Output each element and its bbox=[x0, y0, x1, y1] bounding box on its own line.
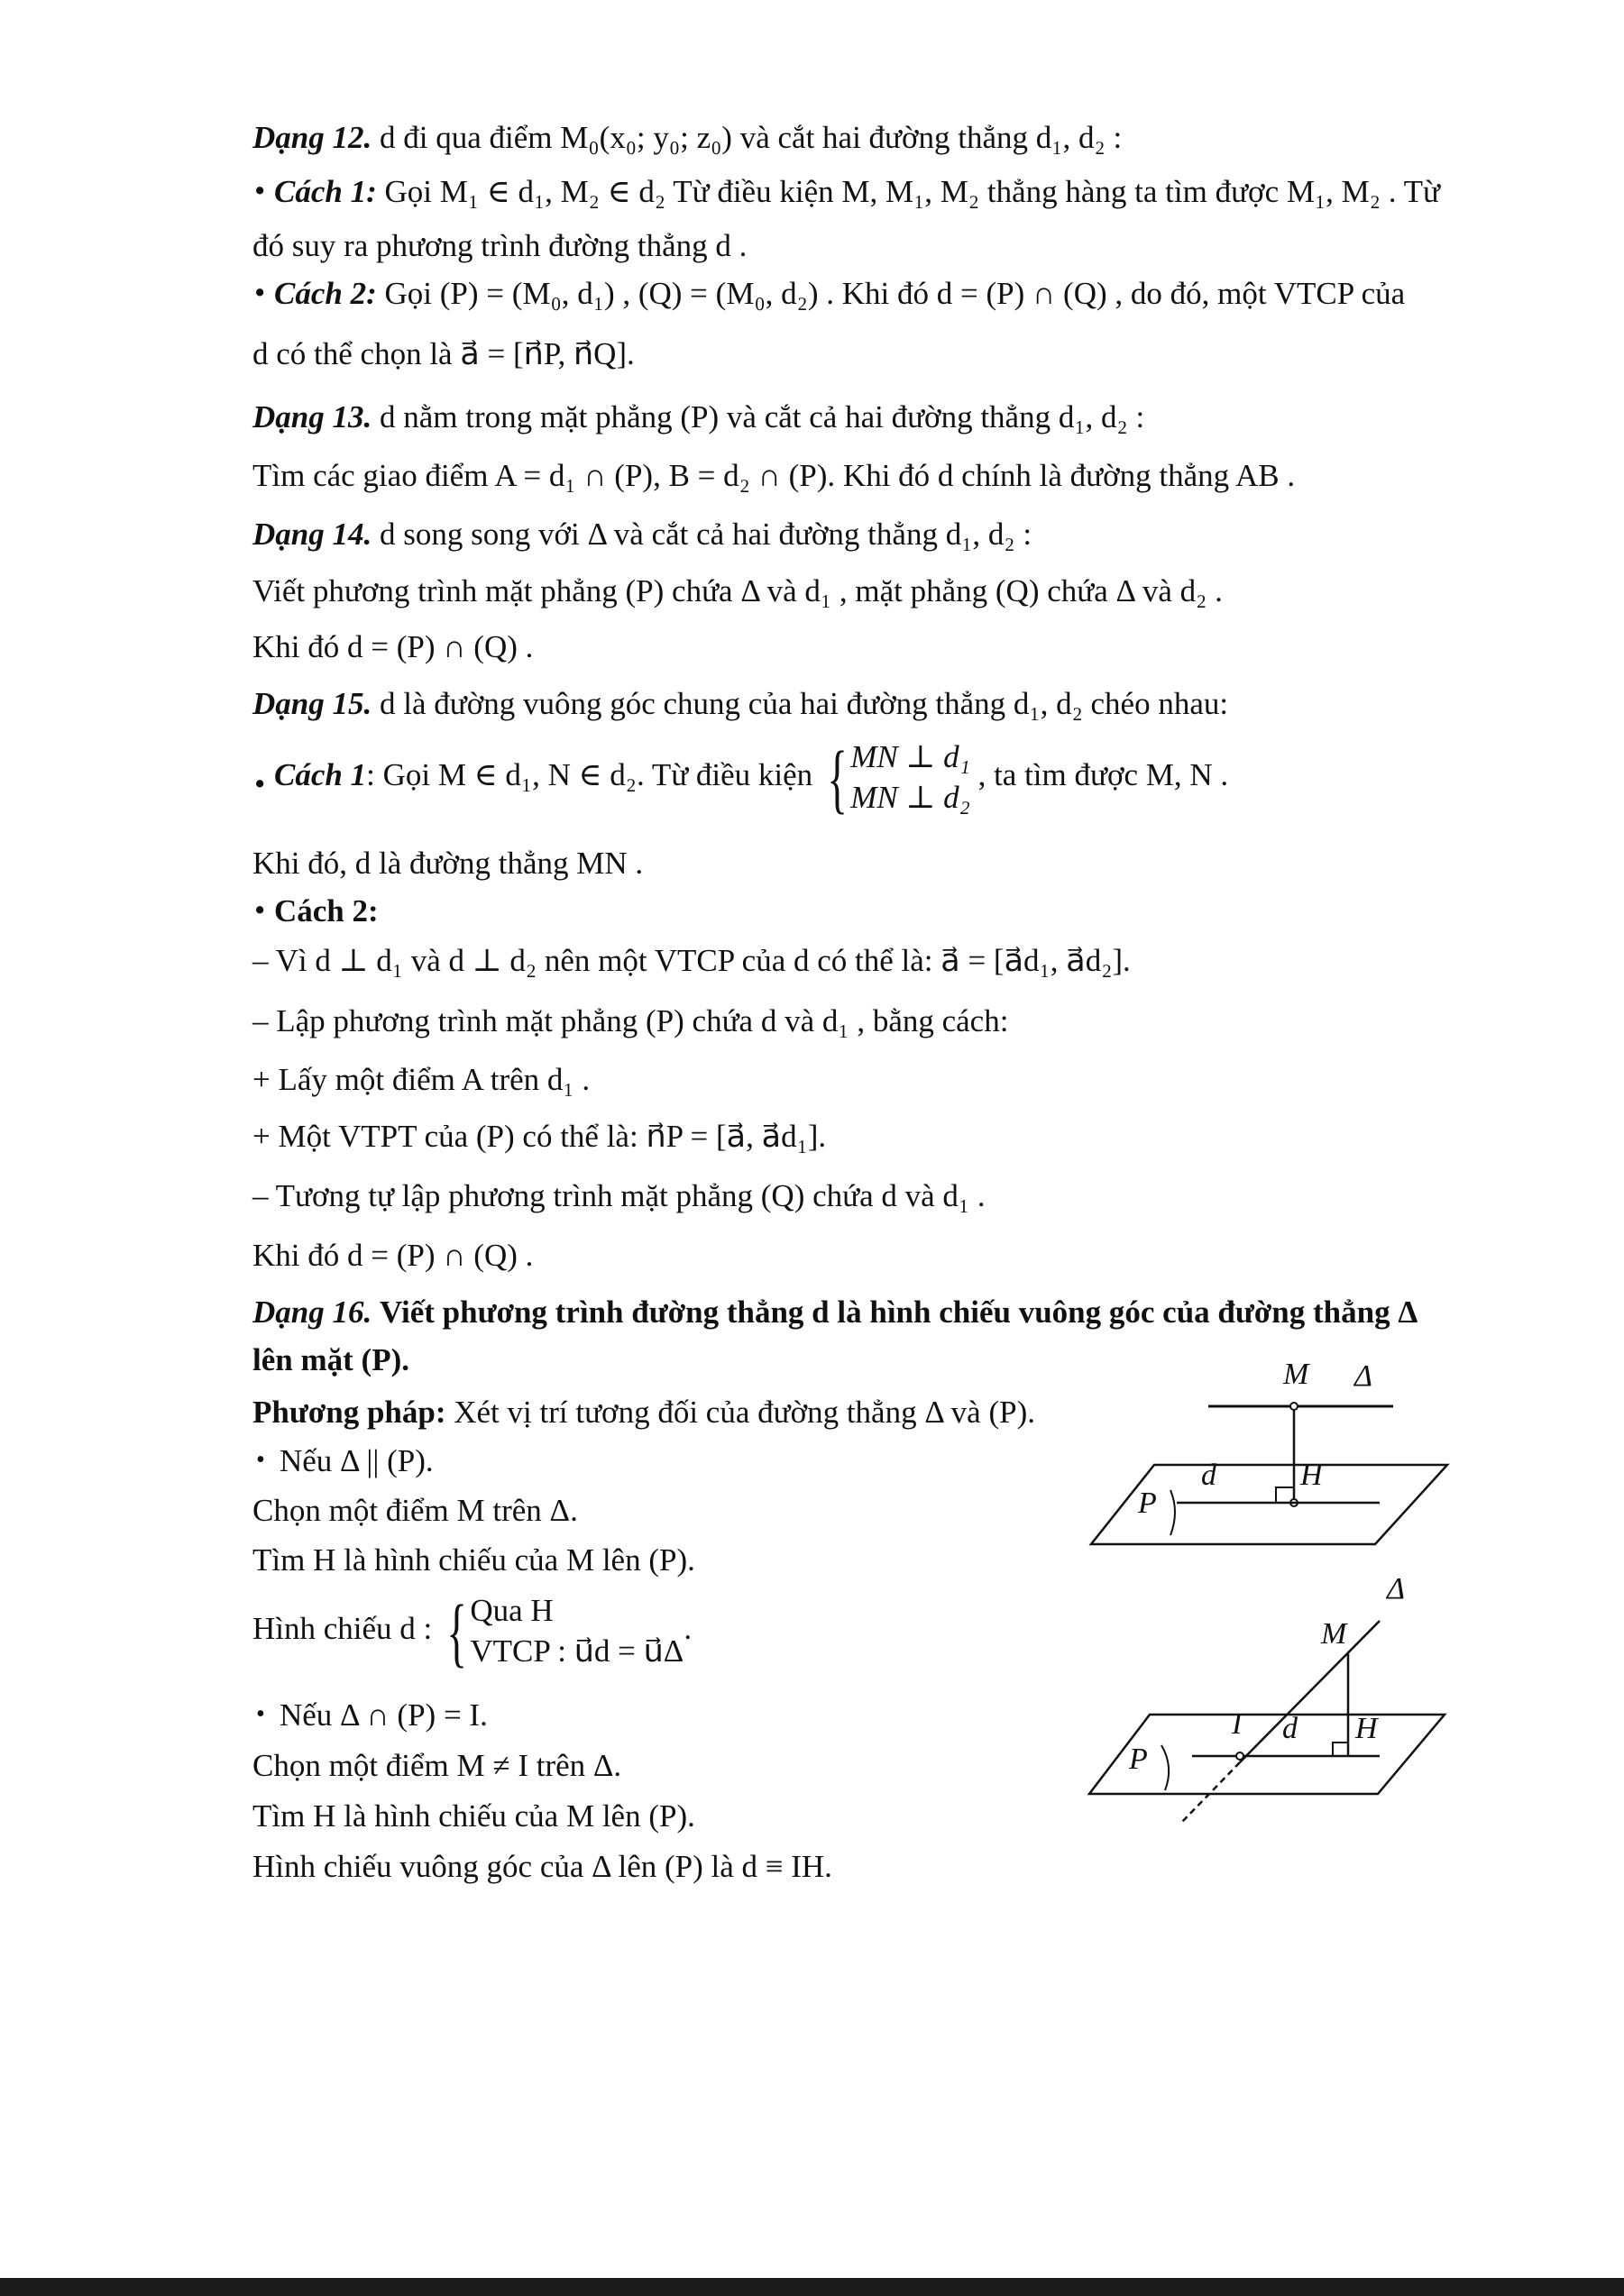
d12-cach2-label: Cách 2: bbox=[274, 276, 377, 311]
bullet-dot: • bbox=[254, 173, 266, 208]
d16-method-text: Xét vị trí tương đối của đường thẳng Δ và (P). bbox=[454, 1395, 1035, 1430]
d16-system-row1: Qua H bbox=[470, 1593, 554, 1628]
d13-heading bbox=[252, 398, 1144, 436]
d16-case1-line3-pre: Hình chiếu d : bbox=[252, 1610, 433, 1646]
d16-case1-line2: Tìm H là hình chiếu của M lên (P). bbox=[252, 1542, 695, 1578]
fig1-label-d: d bbox=[1201, 1459, 1216, 1492]
d16-case2: Nếu Δ ∩ (P) = I. bbox=[280, 1697, 488, 1733]
bullet-small: • bbox=[256, 1446, 265, 1474]
brace-glyph: { bbox=[446, 1587, 468, 1675]
d16-system-row2: VTCP : u⃗d = u⃗Δ bbox=[470, 1633, 684, 1669]
d12-title: Dạng 12. bbox=[252, 120, 372, 155]
d16-case2-line1: Chọn một điểm M ≠ I trên Δ. bbox=[252, 1748, 622, 1783]
d15-cach2-line4: + Một VTPT của (P) có thể là: n⃗P = [a⃗, a⃗d₁]. bbox=[252, 1119, 827, 1154]
d16-cont: lên mặt (P). bbox=[252, 1342, 409, 1377]
figure-intersect bbox=[1073, 1569, 1470, 1830]
d12-cach2-text: Gọi (P) = (M₀, d₁) , (Q) = (M₀, d₂) . Khi đó d = (P) ∩ (Q) , do đó, một VTCP của bbox=[384, 276, 1406, 311]
bullet-dot: • bbox=[254, 892, 266, 928]
bullet-small: • bbox=[256, 1700, 265, 1728]
d15-cach2-label: Cách 2: bbox=[274, 893, 379, 928]
fig1-label-M: M bbox=[1283, 1358, 1309, 1391]
d15-cach2-line2: – Lập phương trình mặt phẳng (P) chứa d và d₁ , bằng cách: bbox=[252, 1003, 1009, 1038]
d16-case2-line2: Tìm H là hình chiếu của M lên (P). bbox=[252, 1798, 695, 1834]
d12-cach1-text: Gọi M₁ ∈ d₁, M₂ ∈ d₂ Từ điều kiện M, M₁, M₂ thẳng hàng ta tìm được M₁, M₂ . Từ bbox=[384, 174, 1440, 209]
d15-heading bbox=[252, 685, 1228, 723]
fig2-label-P: P bbox=[1129, 1743, 1148, 1776]
d14-heading bbox=[252, 516, 1032, 553]
d16-case1-line3-post: . bbox=[684, 1610, 693, 1646]
d16-title: Dạng 16. bbox=[252, 1294, 372, 1330]
d15-title: Dạng 15. bbox=[252, 686, 372, 721]
fig2-label-d: d bbox=[1282, 1712, 1298, 1745]
figure-parallel bbox=[1064, 1348, 1461, 1564]
d14-title: Dạng 14. bbox=[252, 517, 372, 552]
d15-cach2-line5: – Tương tự lập phương trình mặt phẳng (Q) chứa d và d₁ . bbox=[252, 1178, 986, 1213]
d16-system bbox=[440, 1587, 684, 1675]
d16-method bbox=[252, 1394, 1035, 1432]
d16-heading bbox=[252, 1294, 1418, 1331]
d16-case1: Nếu Δ || (P). bbox=[280, 1443, 434, 1478]
d15-system bbox=[821, 734, 970, 821]
d13-text: d nằm trong mặt phẳng (P) và cắt cả hai đường thẳng d₁, d₂ : bbox=[380, 399, 1145, 435]
d15-cach2-line3: + Lấy một điểm A trên d₁ . bbox=[252, 1062, 591, 1097]
d14-body1: Viết phương trình mặt phẳng (P) chứa Δ và d₁ , mặt phẳng (Q) chứa Δ và d₂ . bbox=[252, 573, 1223, 608]
d14-text: d song song với Δ và cắt cả hai đường thẳng d₁, d₂ : bbox=[380, 517, 1032, 552]
d15-cach1 bbox=[274, 734, 1229, 821]
d16-case1-line3 bbox=[252, 1587, 693, 1675]
d15-cach1-pre: : Gọi M ∈ d₁, N ∈ d₂. Từ điều kiện bbox=[366, 756, 813, 792]
fig2-label-I: I bbox=[1232, 1707, 1243, 1741]
d15-cach1-post: , ta tìm được M, N . bbox=[977, 756, 1229, 792]
d15-cach1-cont: Khi đó, d là đường thẳng MN . bbox=[252, 846, 644, 881]
d13-body: Tìm các giao điểm A = d₁ ∩ (P), B = d₂ ∩ (P). Khi đó d chính là đường thẳng AB . bbox=[252, 458, 1296, 493]
d15-system-row1: MN ⊥ d₁ bbox=[850, 739, 970, 774]
d15-text: d là đường vuông góc chung của hai đường thẳng d₁, d₂ chéo nhau: bbox=[380, 686, 1229, 721]
d15-system-row2: MN ⊥ d₂ bbox=[850, 779, 970, 815]
d15-cach2-line6: Khi đó d = (P) ∩ (Q) . bbox=[252, 1238, 534, 1273]
bullet-dot: • bbox=[254, 275, 266, 310]
d16-method-label: Phương pháp: bbox=[252, 1395, 446, 1430]
d12-cach1 bbox=[274, 173, 1440, 211]
d12-cach1-cont: đó suy ra phương trình đường thẳng d . bbox=[252, 228, 748, 263]
fig2-label-delta: Δ bbox=[1387, 1572, 1405, 1605]
fig1-label-delta: Δ bbox=[1354, 1359, 1372, 1393]
d14-body2: Khi đó d = (P) ∩ (Q) . bbox=[252, 629, 534, 664]
d15-cach2-line1: – Vì d ⊥ d₁ và d ⊥ d₂ nên một VTCP của d có thể là: a⃗ = [a⃗d₁, a⃗d₂]. bbox=[252, 943, 1131, 978]
d12-heading bbox=[252, 119, 1122, 157]
d12-text: d đi qua điểm M₀(x₀; y₀; z₀) và cắt hai đường thẳng d₁, d₂ : bbox=[380, 120, 1123, 155]
d12-cach2-cont: d có thể chọn là a⃗ = [n⃗P, n⃗Q]. bbox=[252, 336, 635, 371]
d12-cach1-label: Cách 1: bbox=[274, 174, 377, 209]
d16-text: Viết phương trình đường thẳng d là hình chiếu vuông góc của đường thẳng Δ bbox=[380, 1294, 1418, 1330]
bullet-dot: • bbox=[254, 766, 266, 801]
fig2-label-M: M bbox=[1321, 1617, 1347, 1651]
d13-title: Dạng 13. bbox=[252, 399, 372, 435]
d16-case1-line1: Chọn một điểm M trên Δ. bbox=[252, 1493, 578, 1528]
fig1-label-H: H bbox=[1300, 1459, 1323, 1492]
fig2-label-H: H bbox=[1355, 1712, 1378, 1745]
d12-cach2 bbox=[274, 275, 1405, 313]
d15-cach1-label: Cách 1 bbox=[274, 756, 367, 792]
page-bottom-bar bbox=[0, 2278, 1624, 2296]
d16-case2-line3: Hình chiếu vuông góc của Δ lên (P) là d ≡ IH. bbox=[252, 1849, 832, 1884]
brace-glyph: { bbox=[827, 734, 848, 821]
fig1-label-P: P bbox=[1138, 1486, 1157, 1520]
